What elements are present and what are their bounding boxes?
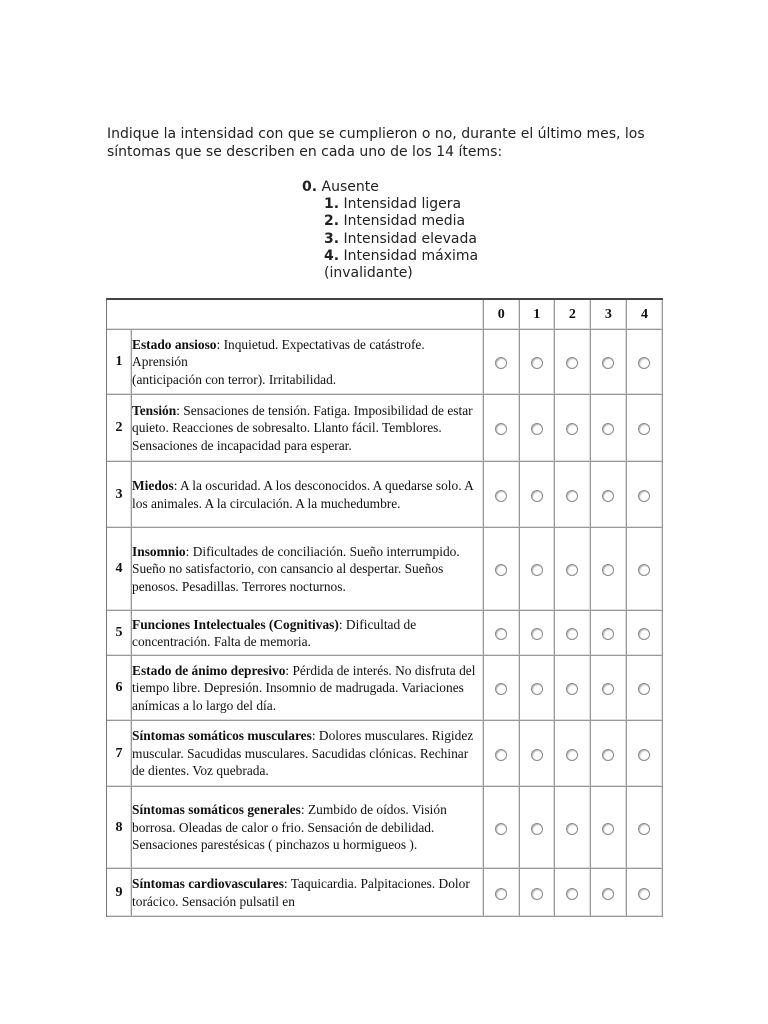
option-cell-1 — [520, 869, 555, 917]
radio-button-2[interactable] — [566, 564, 578, 576]
radio-button-1[interactable] — [531, 490, 543, 502]
radio-button-0[interactable] — [495, 423, 507, 435]
radio-button-3[interactable] — [602, 490, 614, 502]
item-description — [132, 330, 484, 395]
option-cell-4 — [627, 611, 663, 656]
radio-button-4[interactable] — [638, 357, 650, 369]
radio-button-0[interactable] — [495, 823, 507, 835]
option-cell-0 — [484, 787, 520, 869]
radio-button-3[interactable] — [602, 423, 614, 435]
item-description — [132, 721, 484, 787]
item-text: : A la oscuridad. A los desconocidos. A quedarse solo. A los animales. A la circulación. A la muchedumbre. — [132, 478, 474, 511]
scale-number: 3. — [324, 230, 340, 247]
option-cell-0 — [484, 656, 520, 721]
radio-button-1[interactable] — [531, 564, 543, 576]
symptom-table — [106, 298, 663, 917]
radio-button-2[interactable] — [566, 749, 578, 761]
item-text: : Sensaciones de tensión. Fatiga. Imposibilidad de estar quieto. Reacciones de sobresalto. Llanto fácil. Temblores. Sensaciones de incapacidad para esperar. — [132, 402, 473, 453]
option-cell-4 — [627, 721, 663, 787]
item-title: Síntomas somáticos musculares — [132, 728, 312, 744]
option-cell-4 — [627, 787, 663, 869]
radio-button-4[interactable] — [638, 423, 650, 435]
header-1: 1 — [520, 300, 555, 330]
table-row — [107, 611, 663, 656]
option-cell-3 — [591, 869, 627, 917]
radio-button-0[interactable] — [495, 683, 507, 695]
instructions-text: Indique la intensidad con que se cumplieron o no, durante el último mes, los síntomas que se describen en cada uno de los 14 ítems: — [107, 126, 645, 160]
item-title: Síntomas cardiovasculares — [132, 876, 284, 891]
scale-label: Intensidad elevada — [343, 230, 477, 247]
scale-label: Intensidad ligera — [343, 196, 462, 213]
table-row — [107, 528, 663, 611]
item-title: Estado de ánimo depresivo — [132, 662, 286, 678]
item-text: : Zumbido de oídos. Visión borrosa. Oleadas de calor o frio. Sensación de debilidad. Sensaciones parestésicas ( pinchazos u hormigueos ). — [132, 802, 447, 853]
radio-button-4[interactable] — [638, 564, 650, 576]
radio-button-0[interactable] — [495, 749, 507, 761]
item-description — [132, 528, 484, 611]
item-number: 3 — [107, 462, 132, 528]
scale-number: 2. — [324, 213, 340, 230]
option-cell-1 — [520, 787, 555, 869]
item-description — [132, 395, 484, 462]
scale-label: Intensidad media — [343, 213, 466, 230]
radio-button-2[interactable] — [566, 423, 578, 435]
item-number: 8 — [107, 787, 132, 869]
header-blank — [107, 300, 484, 330]
scale-label: Intensidad máxima — [343, 247, 479, 264]
item-text: : Taquicardia. Palpitaciones. Dolor torácico. Sensación pulsatil en — [132, 876, 470, 909]
item-text: : Inquietud. Expectativas de catástrofe. Aprensión — [132, 336, 425, 370]
option-cell-4 — [627, 528, 663, 611]
radio-button-2[interactable] — [566, 683, 578, 695]
header-2: 2 — [555, 300, 591, 330]
scale-label: Ausente — [321, 179, 379, 195]
scale-item-4 — [302, 248, 478, 265]
option-cell-0 — [484, 869, 520, 917]
scale-number: 1. — [324, 196, 340, 213]
radio-button-0[interactable] — [495, 628, 507, 640]
radio-button-2[interactable] — [566, 357, 578, 369]
scale-item-4-note: (invalidante) — [324, 265, 413, 282]
option-cell-1 — [520, 656, 555, 721]
option-cell-3 — [591, 462, 627, 528]
header-3: 3 — [591, 300, 627, 330]
radio-button-1[interactable] — [531, 357, 543, 369]
radio-button-1[interactable] — [531, 683, 543, 695]
option-cell-2 — [555, 528, 591, 611]
item-title: Tensión — [132, 402, 177, 418]
radio-button-3[interactable] — [602, 357, 614, 369]
table-row — [107, 656, 663, 721]
option-cell-3 — [591, 611, 627, 656]
item-number: 9 — [107, 869, 132, 917]
radio-button-4[interactable] — [638, 888, 650, 900]
item-title: Insomnio — [132, 543, 186, 559]
option-cell-0 — [484, 721, 520, 787]
option-cell-3 — [591, 787, 627, 869]
scale-item-1 — [302, 196, 478, 213]
option-cell-3 — [591, 330, 627, 395]
option-cell-0 — [484, 528, 520, 611]
table-header-row — [107, 300, 663, 330]
table-row — [107, 787, 663, 869]
scale-item-3 — [302, 231, 478, 248]
radio-button-0[interactable] — [495, 888, 507, 900]
table-row — [107, 869, 663, 917]
header-4: 4 — [627, 300, 663, 330]
item-description — [132, 656, 484, 721]
item-text: : Dificultades de conciliación. Sueño interrumpido. Sueño no satisfactorio, con cansancio al despertar. Sueños penosos. Pesadillas. Terrores nocturnos. — [132, 543, 460, 594]
item-number: 6 — [107, 656, 132, 721]
option-cell-2 — [555, 330, 591, 395]
radio-button-3[interactable] — [602, 888, 614, 900]
option-cell-3 — [591, 528, 627, 611]
item-description — [132, 462, 484, 528]
radio-button-0[interactable] — [495, 357, 507, 369]
scale-number: 0. — [302, 179, 318, 195]
radio-button-4[interactable] — [638, 490, 650, 502]
radio-button-1[interactable] — [531, 823, 543, 835]
table-row — [107, 330, 663, 395]
option-cell-4 — [627, 330, 663, 395]
option-cell-1 — [520, 330, 555, 395]
option-cell-0 — [484, 330, 520, 395]
item-text: : Dificultad de concentración. Falta de memoria. — [132, 616, 417, 649]
radio-button-4[interactable] — [638, 628, 650, 640]
table-row — [107, 395, 663, 462]
option-cell-1 — [520, 611, 555, 656]
option-cell-2 — [555, 656, 591, 721]
option-cell-2 — [555, 869, 591, 917]
radio-button-4[interactable] — [638, 749, 650, 761]
radio-button-4[interactable] — [638, 823, 650, 835]
item-title: Estado ansioso — [132, 336, 217, 352]
radio-button-0[interactable] — [495, 564, 507, 576]
scale-item-0 — [302, 179, 478, 196]
option-cell-0 — [484, 395, 520, 462]
option-cell-3 — [591, 395, 627, 462]
radio-button-2[interactable] — [566, 888, 578, 900]
item-number: 4 — [107, 528, 132, 611]
radio-button-1[interactable] — [531, 749, 543, 761]
table-row — [107, 721, 663, 787]
radio-button-3[interactable] — [602, 823, 614, 835]
intensity-scale — [302, 179, 478, 282]
option-cell-1 — [520, 395, 555, 462]
item-text-continued: (anticipación con terror). Irritabilidad. — [132, 371, 337, 387]
item-text: : Dolores musculares. Rigidez muscular. Sacudidas musculares. Sacudidas clónicas. Rechinar de dientes. Voz quebrada. — [132, 728, 474, 779]
radio-button-2[interactable] — [566, 490, 578, 502]
option-cell-4 — [627, 869, 663, 917]
scale-number: 4. — [324, 247, 340, 264]
option-cell-2 — [555, 462, 591, 528]
radio-button-4[interactable] — [638, 683, 650, 695]
item-title: Síntomas somáticos generales — [132, 802, 301, 818]
radio-button-0[interactable] — [495, 490, 507, 502]
item-description — [132, 869, 484, 917]
radio-button-1[interactable] — [531, 628, 543, 640]
option-cell-0 — [484, 611, 520, 656]
option-cell-4 — [627, 462, 663, 528]
option-cell-2 — [555, 395, 591, 462]
radio-button-2[interactable] — [566, 823, 578, 835]
item-title: Funciones Intelectuales (Cognitivas) — [132, 616, 339, 632]
scale-item-2 — [302, 213, 478, 230]
radio-button-3[interactable] — [602, 628, 614, 640]
option-cell-1 — [520, 462, 555, 528]
item-number: 5 — [107, 611, 132, 656]
radio-button-1[interactable] — [531, 423, 543, 435]
item-number: 1 — [107, 330, 132, 395]
radio-button-2[interactable] — [566, 628, 578, 640]
radio-button-3[interactable] — [602, 683, 614, 695]
radio-button-3[interactable] — [602, 564, 614, 576]
option-cell-3 — [591, 656, 627, 721]
item-description — [132, 611, 484, 656]
item-number: 2 — [107, 395, 132, 462]
item-title: Miedos — [132, 478, 174, 493]
option-cell-1 — [520, 721, 555, 787]
radio-button-1[interactable] — [531, 888, 543, 900]
item-description — [132, 787, 484, 869]
header-0: 0 — [484, 300, 520, 330]
option-cell-4 — [627, 656, 663, 721]
option-cell-0 — [484, 462, 520, 528]
option-cell-3 — [591, 721, 627, 787]
table-row — [107, 462, 663, 528]
radio-button-3[interactable] — [602, 749, 614, 761]
option-cell-2 — [555, 787, 591, 869]
item-text: : Pérdida de interés. No disfruta del tiempo libre. Depresión. Insomnio de madrugada. Variaciones anímicas a lo largo del día. — [132, 662, 476, 713]
option-cell-2 — [555, 721, 591, 787]
option-cell-1 — [520, 528, 555, 611]
item-number: 7 — [107, 721, 132, 787]
option-cell-2 — [555, 611, 591, 656]
option-cell-4 — [627, 395, 663, 462]
